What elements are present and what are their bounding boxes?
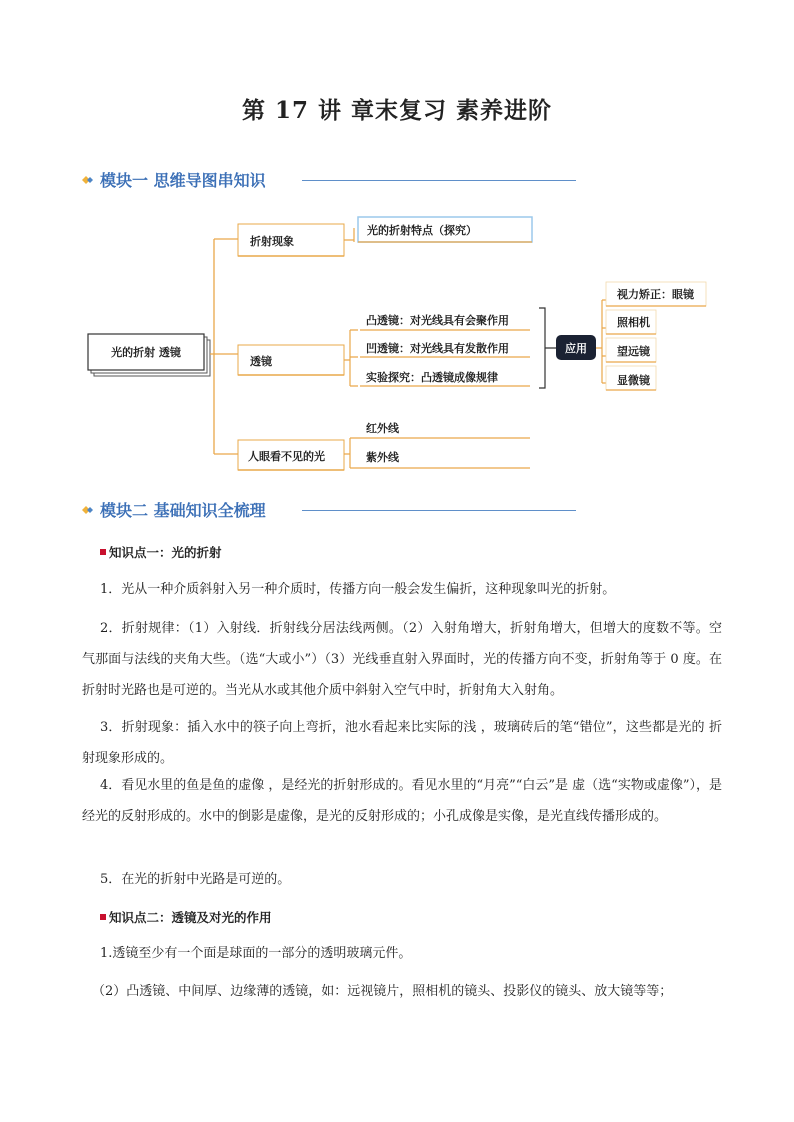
paragraph-4: 4．看见水里的鱼是鱼的虚像 ，是经光的折射形成的。看见水里的“月亮”“白云”是 虚（选“实物或虚像”），是经光的反射形成的。水中的倒影是虚像，是光的反射形成的；小孔成像是实像，是光直线传播形成的。 [82, 778, 722, 824]
square-bullet-icon [100, 914, 106, 920]
invisible-child-infrared: 红外线 [366, 422, 399, 435]
branch-refraction-label: 折射现象 [250, 235, 294, 248]
diamond-icon [78, 172, 96, 188]
lens-child-concave: 凹透镜：对光线具有发散作用 [366, 342, 509, 355]
knowledge-point-2: 知识点二：透镜及对光的作用 [100, 908, 272, 926]
apply-label: 应用 [565, 342, 587, 355]
paragraph-1: 1．光从一种介质斜射入另一种介质时，传播方向一般会发生偏折，这种现象叫光的折射。 [100, 582, 616, 597]
application-microscope: 显微镜 [617, 374, 650, 387]
paragraph-7: （2）凸透镜、中间厚、边缘薄的透镜，如：远视镜片，照相机的镜头、投影仪的镜头、放大镜等等； [92, 984, 673, 999]
module-title-1: 模块一 思维导图串知识 [100, 171, 266, 190]
page-title: 第 17 讲 章末复习 素养进阶 [241, 97, 553, 124]
root-label: 光的折射 透镜 [111, 346, 181, 359]
lens-child-experiment: 实验探究：凸透镜成像规律 [366, 371, 498, 384]
application-camera: 照相机 [617, 316, 650, 329]
paragraph-5: 5．在光的折射中光路是可逆的。 [100, 872, 291, 887]
square-bullet-icon [100, 549, 106, 555]
module-heading-1 [78, 166, 578, 196]
branch-lens-label: 透镜 [250, 355, 272, 368]
application-glasses: 视力矫正：眼镜 [617, 288, 694, 301]
paragraph-3: 3．折射现象：插入水中的筷子向上弯折，池水看起来比实际的浅 ，玻璃砖后的笔“错位”，这些都是光的 折射现象形成的。 [82, 720, 722, 766]
module-divider-1 [302, 180, 576, 181]
knowledge-point-1: 知识点一：光的折射 [100, 543, 222, 561]
lens-child-convex: 凸透镜：对光线具有会聚作用 [366, 314, 509, 327]
module-title-2: 模块二 基础知识全梳理 [100, 501, 266, 520]
refraction-child-label: 光的折射特点（探究） [367, 224, 477, 237]
module-divider-2 [302, 510, 576, 511]
branch-invisible-label: 人眼看不见的光 [248, 450, 325, 463]
diamond-icon [78, 502, 96, 518]
application-telescope: 望远镜 [617, 345, 650, 358]
paragraph-6: 1.透镜至少有一个面是球面的一部分的透明玻璃元件。 [100, 946, 412, 961]
mind-map [0, 200, 794, 480]
module-heading-2 [78, 496, 578, 526]
paragraph-2: 2．折射规律：（1）入射线．折射线分居法线两侧。（2）入射角增大，折射角增大，但增大的度数不等。空气那面与法线的夹角大些。（选“大或小”）（3）光线垂直射入界面时，光的传播方向不变，折射角等于 0 度。在折射时光路也是可逆的。当光从水或其他介质中斜射入空气中时，折射角大入射角。 [82, 621, 722, 698]
invisible-child-ultraviolet: 紫外线 [366, 451, 399, 464]
